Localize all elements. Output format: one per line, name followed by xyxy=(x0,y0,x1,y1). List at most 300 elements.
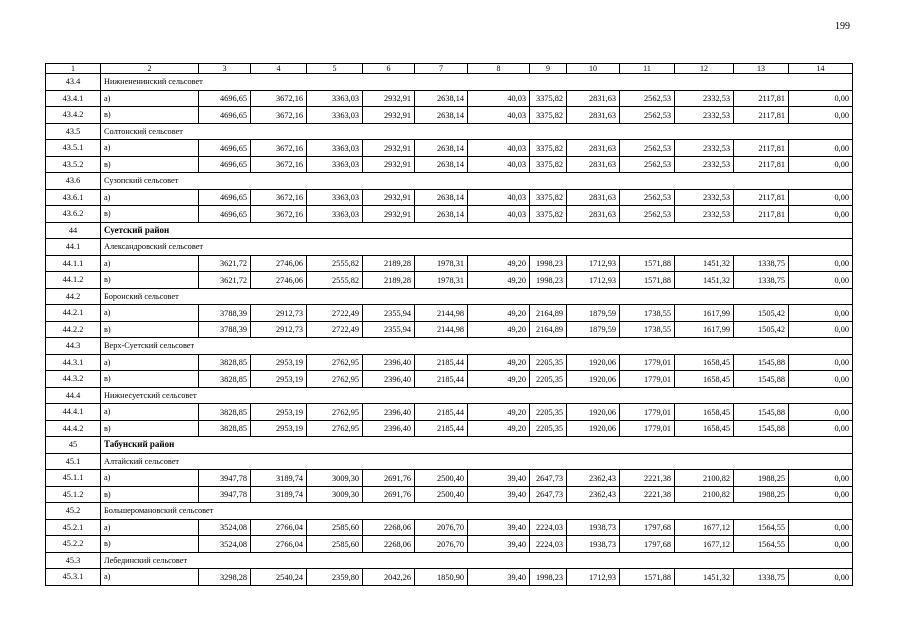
section-heading-row xyxy=(46,173,853,190)
value-cell: 3363,03 xyxy=(307,206,363,223)
district-title: Табунский район xyxy=(101,437,853,454)
value-cell: 2268,06 xyxy=(363,519,415,536)
column-header-10: 10 xyxy=(567,64,620,74)
value-cell: 3375,82 xyxy=(530,189,567,206)
district-heading-row xyxy=(46,222,853,239)
value-cell: 0,00 xyxy=(789,255,853,272)
value-cell: 0,00 xyxy=(789,536,853,553)
row-code: 44.3.2 xyxy=(46,371,101,388)
row-label: в) xyxy=(101,321,199,338)
value-cell: 2117,81 xyxy=(734,156,789,173)
value-cell: 2932,91 xyxy=(363,156,415,173)
value-cell: 1938,73 xyxy=(567,519,620,536)
value-cell: 1850,90 xyxy=(415,569,468,586)
value-cell: 2189,28 xyxy=(363,272,415,289)
value-cell: 2359,80 xyxy=(307,569,363,586)
value-cell: 2164,89 xyxy=(530,305,567,322)
value-cell: 2332,53 xyxy=(675,140,734,157)
row-label: а) xyxy=(101,354,199,371)
value-cell: 2185,44 xyxy=(415,420,468,437)
value-cell: 2117,81 xyxy=(734,206,789,223)
row-code: 44.4.1 xyxy=(46,404,101,421)
value-cell: 3363,03 xyxy=(307,189,363,206)
value-cell: 2762,95 xyxy=(307,354,363,371)
value-cell: 1564,55 xyxy=(734,536,789,553)
value-cell: 3375,82 xyxy=(530,206,567,223)
value-cell: 2638,14 xyxy=(415,90,468,107)
value-cell: 3009,30 xyxy=(307,486,363,503)
value-cell: 3375,82 xyxy=(530,156,567,173)
value-cell: 2221,38 xyxy=(620,486,675,503)
value-cell: 3621,72 xyxy=(199,272,251,289)
table-row xyxy=(46,420,853,437)
value-cell: 2562,53 xyxy=(620,189,675,206)
value-cell: 2268,06 xyxy=(363,536,415,553)
value-cell: 3621,72 xyxy=(199,255,251,272)
value-cell: 3189,74 xyxy=(251,486,307,503)
value-cell: 3524,08 xyxy=(199,519,251,536)
value-cell: 2585,60 xyxy=(307,536,363,553)
value-cell: 2831,63 xyxy=(567,156,620,173)
value-cell: 0,00 xyxy=(789,156,853,173)
value-cell: 0,00 xyxy=(789,470,853,487)
value-cell: 2076,70 xyxy=(415,536,468,553)
value-cell: 0,00 xyxy=(789,371,853,388)
column-header-14: 14 xyxy=(789,64,853,74)
value-cell: 2932,91 xyxy=(363,189,415,206)
column-header-13: 13 xyxy=(734,64,789,74)
column-header-9: 9 xyxy=(530,64,567,74)
value-cell: 3947,78 xyxy=(199,470,251,487)
value-cell: 40,03 xyxy=(468,107,530,124)
column-header-1: 1 xyxy=(46,64,101,74)
value-cell: 2221,38 xyxy=(620,470,675,487)
column-header-6: 6 xyxy=(363,64,415,74)
value-cell: 2831,63 xyxy=(567,206,620,223)
row-label: а) xyxy=(101,255,199,272)
value-cell: 49,20 xyxy=(468,404,530,421)
row-label: а) xyxy=(101,404,199,421)
value-cell: 2912,73 xyxy=(251,305,307,322)
row-label: в) xyxy=(101,206,199,223)
value-cell: 2638,14 xyxy=(415,206,468,223)
value-cell: 1998,23 xyxy=(530,255,567,272)
value-cell: 2912,73 xyxy=(251,321,307,338)
value-cell: 1988,25 xyxy=(734,470,789,487)
value-cell: 4696,65 xyxy=(199,140,251,157)
value-cell: 49,20 xyxy=(468,272,530,289)
value-cell: 0,00 xyxy=(789,206,853,223)
value-cell: 2953,19 xyxy=(251,404,307,421)
value-cell: 2396,40 xyxy=(363,371,415,388)
column-header-3: 3 xyxy=(199,64,251,74)
district-title: Суетский район xyxy=(101,222,853,239)
value-cell: 2562,53 xyxy=(620,156,675,173)
column-header-11: 11 xyxy=(620,64,675,74)
section-title: Нижнененинский сельсовет xyxy=(101,74,853,91)
value-cell: 2831,63 xyxy=(567,107,620,124)
value-cell: 2224,03 xyxy=(530,536,567,553)
value-cell: 2638,14 xyxy=(415,156,468,173)
value-cell: 2332,53 xyxy=(675,107,734,124)
value-cell: 2224,03 xyxy=(530,519,567,536)
value-cell: 3363,03 xyxy=(307,107,363,124)
value-cell: 1712,93 xyxy=(567,255,620,272)
value-cell: 3375,82 xyxy=(530,140,567,157)
value-cell: 2185,44 xyxy=(415,404,468,421)
section-title: Алтайский сельсовет xyxy=(101,453,853,470)
value-cell: 2831,63 xyxy=(567,140,620,157)
section-heading-row xyxy=(46,74,853,91)
row-code: 44.4.2 xyxy=(46,420,101,437)
value-cell: 4696,65 xyxy=(199,156,251,173)
column-header-12: 12 xyxy=(675,64,734,74)
section-heading-row xyxy=(46,239,853,256)
value-cell: 2638,14 xyxy=(415,140,468,157)
row-code: 44.3 xyxy=(46,338,101,355)
value-cell: 2362,43 xyxy=(567,470,620,487)
value-cell: 2144,98 xyxy=(415,321,468,338)
value-cell: 2555,82 xyxy=(307,255,363,272)
value-cell: 3189,74 xyxy=(251,470,307,487)
row-code: 44.2.2 xyxy=(46,321,101,338)
value-cell: 2332,53 xyxy=(675,90,734,107)
table-row xyxy=(46,107,853,124)
value-cell: 0,00 xyxy=(789,90,853,107)
row-code: 45.2 xyxy=(46,503,101,520)
row-code: 45 xyxy=(46,437,101,454)
table-row xyxy=(46,404,853,421)
value-cell: 2762,95 xyxy=(307,371,363,388)
value-cell: 49,20 xyxy=(468,255,530,272)
row-code: 44.3.1 xyxy=(46,354,101,371)
value-cell: 1738,55 xyxy=(620,305,675,322)
page-number: 199 xyxy=(835,21,850,32)
value-cell: 0,00 xyxy=(789,272,853,289)
column-header-8: 8 xyxy=(468,64,530,74)
section-heading-row xyxy=(46,387,853,404)
row-code: 45.1 xyxy=(46,453,101,470)
value-cell: 2766,04 xyxy=(251,519,307,536)
table-row xyxy=(46,90,853,107)
section-title: Нижнесуетский сельсовет xyxy=(101,387,853,404)
value-cell: 1978,31 xyxy=(415,272,468,289)
table-row xyxy=(46,206,853,223)
section-title: Верх-Суетский сельсовет xyxy=(101,338,853,355)
table-row xyxy=(46,305,853,322)
section-heading-row xyxy=(46,453,853,470)
value-cell: 1779,01 xyxy=(620,420,675,437)
column-header-2: 2 xyxy=(101,64,199,74)
table-row xyxy=(46,536,853,553)
value-cell: 0,00 xyxy=(789,486,853,503)
row-label: в) xyxy=(101,420,199,437)
value-cell: 1545,88 xyxy=(734,354,789,371)
value-cell: 39,40 xyxy=(468,519,530,536)
value-cell: 3828,85 xyxy=(199,404,251,421)
value-cell: 2189,28 xyxy=(363,255,415,272)
value-cell: 1779,01 xyxy=(620,371,675,388)
value-cell: 1879,59 xyxy=(567,305,620,322)
value-cell: 2766,04 xyxy=(251,536,307,553)
value-cell: 1988,25 xyxy=(734,486,789,503)
value-cell: 2100,82 xyxy=(675,470,734,487)
value-cell: 0,00 xyxy=(789,107,853,124)
district-heading-row xyxy=(46,437,853,454)
value-cell: 2185,44 xyxy=(415,371,468,388)
value-cell: 3828,85 xyxy=(199,371,251,388)
row-code: 43.5.1 xyxy=(46,140,101,157)
value-cell: 40,03 xyxy=(468,140,530,157)
value-cell: 2396,40 xyxy=(363,404,415,421)
value-cell: 2647,73 xyxy=(530,486,567,503)
value-cell: 3672,16 xyxy=(251,206,307,223)
value-cell: 1505,42 xyxy=(734,305,789,322)
section-title: Боронский сельсовет xyxy=(101,288,853,305)
value-cell: 2562,53 xyxy=(620,90,675,107)
table-row xyxy=(46,272,853,289)
row-code: 44.1.1 xyxy=(46,255,101,272)
value-cell: 0,00 xyxy=(789,569,853,586)
value-cell: 1920,06 xyxy=(567,354,620,371)
value-cell: 49,20 xyxy=(468,321,530,338)
value-cell: 39,40 xyxy=(468,569,530,586)
row-code: 45.3.1 xyxy=(46,569,101,586)
value-cell: 1658,45 xyxy=(675,354,734,371)
row-code: 45.3 xyxy=(46,552,101,569)
row-code: 43.5 xyxy=(46,123,101,140)
value-cell: 1545,88 xyxy=(734,404,789,421)
table-row xyxy=(46,321,853,338)
value-cell: 0,00 xyxy=(789,305,853,322)
value-cell: 2205,35 xyxy=(530,354,567,371)
section-title: Солтонский сельсовет xyxy=(101,123,853,140)
table-row xyxy=(46,189,853,206)
value-cell: 2144,98 xyxy=(415,305,468,322)
value-cell: 1920,06 xyxy=(567,420,620,437)
value-cell: 49,20 xyxy=(468,420,530,437)
value-cell: 0,00 xyxy=(789,321,853,338)
value-cell: 1571,88 xyxy=(620,272,675,289)
value-cell: 0,00 xyxy=(789,420,853,437)
value-cell: 3009,30 xyxy=(307,470,363,487)
section-title: Большеромановский сельсовет xyxy=(101,503,853,520)
row-code: 44.4 xyxy=(46,387,101,404)
section-heading-row xyxy=(46,288,853,305)
value-cell: 4696,65 xyxy=(199,107,251,124)
value-cell: 2555,82 xyxy=(307,272,363,289)
value-cell: 1920,06 xyxy=(567,371,620,388)
value-cell: 0,00 xyxy=(789,519,853,536)
value-cell: 3672,16 xyxy=(251,107,307,124)
value-cell: 1879,59 xyxy=(567,321,620,338)
row-label: в) xyxy=(101,272,199,289)
value-cell: 3788,39 xyxy=(199,305,251,322)
row-label: в) xyxy=(101,156,199,173)
value-cell: 2396,40 xyxy=(363,420,415,437)
value-cell: 0,00 xyxy=(789,354,853,371)
value-cell: 40,03 xyxy=(468,189,530,206)
value-cell: 1658,45 xyxy=(675,404,734,421)
value-cell: 4696,65 xyxy=(199,206,251,223)
value-cell: 2540,24 xyxy=(251,569,307,586)
value-cell: 2396,40 xyxy=(363,354,415,371)
row-code: 43.4.2 xyxy=(46,107,101,124)
row-label: а) xyxy=(101,519,199,536)
value-cell: 3672,16 xyxy=(251,156,307,173)
value-cell: 3363,03 xyxy=(307,140,363,157)
column-header-4: 4 xyxy=(251,64,307,74)
value-cell: 2117,81 xyxy=(734,107,789,124)
value-cell: 3828,85 xyxy=(199,354,251,371)
value-cell: 2746,06 xyxy=(251,272,307,289)
value-cell: 2932,91 xyxy=(363,90,415,107)
value-cell: 2332,53 xyxy=(675,156,734,173)
value-cell: 49,20 xyxy=(468,371,530,388)
value-cell: 2585,60 xyxy=(307,519,363,536)
value-cell: 2953,19 xyxy=(251,420,307,437)
value-cell: 2831,63 xyxy=(567,189,620,206)
table-row xyxy=(46,371,853,388)
table-row xyxy=(46,255,853,272)
row-code: 43.6 xyxy=(46,173,101,190)
value-cell: 3363,03 xyxy=(307,156,363,173)
value-cell: 1797,68 xyxy=(620,536,675,553)
section-heading-row xyxy=(46,338,853,355)
value-cell: 39,40 xyxy=(468,486,530,503)
value-cell: 1779,01 xyxy=(620,354,675,371)
value-cell: 1797,68 xyxy=(620,519,675,536)
value-cell: 1564,55 xyxy=(734,519,789,536)
value-cell: 2205,35 xyxy=(530,420,567,437)
row-code: 44.1.2 xyxy=(46,272,101,289)
value-cell: 1738,55 xyxy=(620,321,675,338)
row-label: а) xyxy=(101,189,199,206)
value-cell: 2076,70 xyxy=(415,519,468,536)
value-cell: 1338,75 xyxy=(734,255,789,272)
section-heading-row xyxy=(46,552,853,569)
row-code: 45.2.1 xyxy=(46,519,101,536)
value-cell: 3788,39 xyxy=(199,321,251,338)
value-cell: 2500,40 xyxy=(415,470,468,487)
value-cell: 1571,88 xyxy=(620,569,675,586)
value-cell: 0,00 xyxy=(789,140,853,157)
value-cell: 1338,75 xyxy=(734,272,789,289)
section-heading-row xyxy=(46,123,853,140)
value-cell: 3947,78 xyxy=(199,486,251,503)
row-label: а) xyxy=(101,569,199,586)
value-cell: 2638,14 xyxy=(415,189,468,206)
row-code: 43.5.2 xyxy=(46,156,101,173)
value-cell: 39,40 xyxy=(468,470,530,487)
value-cell: 39,40 xyxy=(468,536,530,553)
row-code: 45.1.1 xyxy=(46,470,101,487)
value-cell: 2638,14 xyxy=(415,107,468,124)
row-label: а) xyxy=(101,470,199,487)
value-cell: 2117,81 xyxy=(734,90,789,107)
value-cell: 4696,65 xyxy=(199,90,251,107)
row-code: 43.4.1 xyxy=(46,90,101,107)
section-heading-row xyxy=(46,503,853,520)
value-cell: 2831,63 xyxy=(567,90,620,107)
section-title: Сузопский сельсовет xyxy=(101,173,853,190)
section-title: Лебединский сельсовет xyxy=(101,552,853,569)
value-cell: 0,00 xyxy=(789,189,853,206)
value-cell: 1677,12 xyxy=(675,536,734,553)
value-cell: 3672,16 xyxy=(251,189,307,206)
value-cell: 2722,49 xyxy=(307,321,363,338)
value-cell: 2562,53 xyxy=(620,206,675,223)
table-row xyxy=(46,470,853,487)
value-cell: 3672,16 xyxy=(251,90,307,107)
value-cell: 1451,32 xyxy=(675,272,734,289)
value-cell: 1978,31 xyxy=(415,255,468,272)
row-code: 45.1.2 xyxy=(46,486,101,503)
value-cell: 40,03 xyxy=(468,156,530,173)
row-label: в) xyxy=(101,486,199,503)
value-cell: 2100,82 xyxy=(675,486,734,503)
row-code: 43.6.2 xyxy=(46,206,101,223)
value-cell: 2932,91 xyxy=(363,206,415,223)
value-cell: 2332,53 xyxy=(675,189,734,206)
value-cell: 2647,73 xyxy=(530,470,567,487)
value-cell: 2562,53 xyxy=(620,140,675,157)
value-cell: 2042,26 xyxy=(363,569,415,586)
section-title: Александровский сельсовет xyxy=(101,239,853,256)
value-cell: 3375,82 xyxy=(530,107,567,124)
value-cell: 2117,81 xyxy=(734,189,789,206)
value-cell: 2953,19 xyxy=(251,371,307,388)
value-cell: 40,03 xyxy=(468,206,530,223)
value-cell: 3672,16 xyxy=(251,140,307,157)
row-code: 45.2.2 xyxy=(46,536,101,553)
value-cell: 2117,81 xyxy=(734,140,789,157)
value-cell: 1505,42 xyxy=(734,321,789,338)
value-cell: 2953,19 xyxy=(251,354,307,371)
value-cell: 49,20 xyxy=(468,305,530,322)
value-cell: 40,03 xyxy=(468,90,530,107)
value-cell: 3298,28 xyxy=(199,569,251,586)
value-cell: 2762,95 xyxy=(307,404,363,421)
value-cell: 2932,91 xyxy=(363,140,415,157)
value-cell: 2355,94 xyxy=(363,321,415,338)
value-cell: 1617,99 xyxy=(675,321,734,338)
value-cell: 1545,88 xyxy=(734,371,789,388)
row-label: а) xyxy=(101,90,199,107)
value-cell: 3524,08 xyxy=(199,536,251,553)
value-cell: 2691,76 xyxy=(363,470,415,487)
row-label: в) xyxy=(101,371,199,388)
row-code: 43.6.1 xyxy=(46,189,101,206)
value-cell: 2205,35 xyxy=(530,371,567,388)
value-cell: 2185,44 xyxy=(415,354,468,371)
tariff-table xyxy=(45,63,853,586)
table-row xyxy=(46,486,853,503)
value-cell: 4696,65 xyxy=(199,189,251,206)
value-cell: 1712,93 xyxy=(567,272,620,289)
value-cell: 1338,75 xyxy=(734,569,789,586)
row-code: 44.2.1 xyxy=(46,305,101,322)
column-header-7: 7 xyxy=(415,64,468,74)
value-cell: 49,20 xyxy=(468,354,530,371)
table-row xyxy=(46,156,853,173)
value-cell: 2746,06 xyxy=(251,255,307,272)
value-cell: 2205,35 xyxy=(530,404,567,421)
value-cell: 1998,23 xyxy=(530,272,567,289)
value-cell: 3375,82 xyxy=(530,90,567,107)
value-cell: 1617,99 xyxy=(675,305,734,322)
value-cell: 1677,12 xyxy=(675,519,734,536)
